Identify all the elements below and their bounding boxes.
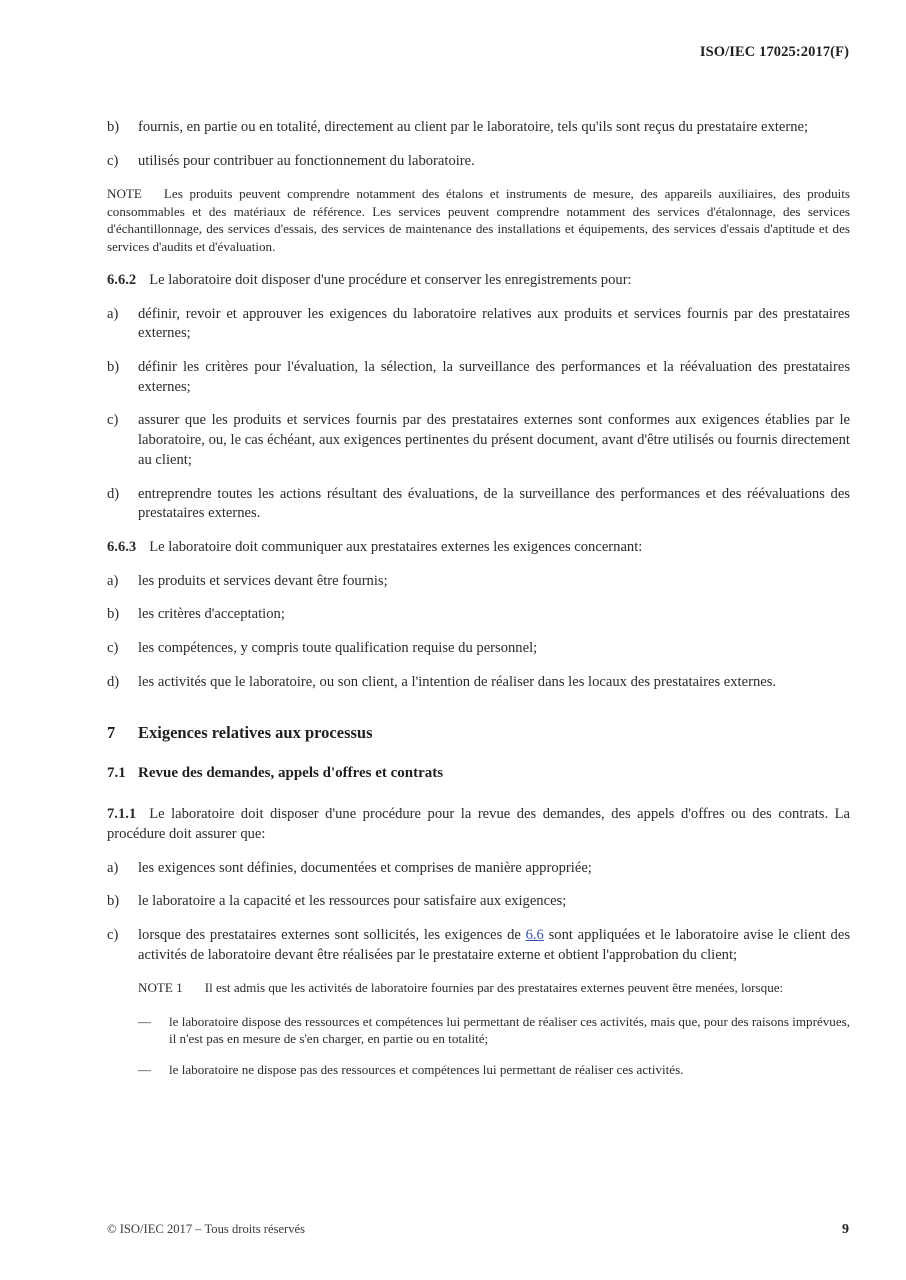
- list-item-text: les exigences sont définies, documentées et comprises de manière appropriée;: [138, 859, 592, 876]
- note-block-6-6-1: [107, 185, 850, 255]
- clause-number: 6.6.2: [107, 272, 137, 288]
- list-6-6-3: [107, 572, 850, 693]
- note-label: NOTE: [107, 186, 142, 202]
- clause-6-6-3: [107, 538, 850, 558]
- list-item: [107, 358, 850, 397]
- page-number: 9: [842, 1222, 849, 1237]
- list-item: [107, 892, 850, 912]
- list-item: [107, 639, 850, 659]
- list-marker: d): [107, 673, 120, 690]
- list-item: [107, 305, 850, 344]
- clause-6-6-2: [107, 271, 850, 291]
- page-footer: [107, 1222, 849, 1238]
- list-marker: d): [107, 485, 120, 502]
- page-content: [107, 118, 850, 1092]
- clause-text: Le laboratoire doit communiquer aux prestataires externes les exigences concernant:: [149, 538, 643, 555]
- list-item: [107, 152, 850, 172]
- clause-number: 6.6.3: [107, 538, 137, 555]
- list-item: [107, 673, 850, 693]
- list-continued-6-6-1: [107, 118, 850, 171]
- list-item-text: fournis, en partie ou en totalité, directement au client par le laboratoire, tels qu'ils sont reçus du prestataire externe;: [138, 119, 809, 135]
- note-text: Les produits peuvent comprendre notamment des étalons et instruments de mesure, des appareils auxiliaires, des produits consommables et des matériaux de référence. Les services peuvent comprendre notamment des services d'étalonnage, des services d'échantillonnage, des services d'essais, des services de maintenance des installations et équipements, des services d'essais d'aptitude et des services d'audits et d'évaluation.: [107, 186, 850, 254]
- list-marker: a): [107, 859, 119, 876]
- list-item-text: définir les critères pour l'évaluation, la sélection, la surveillance des performances et la réévaluation des prestataires externes;: [138, 359, 850, 395]
- dash-list-item-text: le laboratoire dispose des ressources et compétences lui permettant de réaliser ces activités, mais que, pour des raisons imprévues, il n'est pas en mesure de s'en charger, en partie ou en totalité;: [169, 1013, 851, 1047]
- heading-title: Exigences relatives aux processus: [138, 723, 373, 743]
- clause-number: 7.1.1: [107, 806, 137, 823]
- list-item: [107, 572, 850, 592]
- list-item-with-xref: [107, 926, 850, 965]
- heading-clause-7: [107, 722, 850, 743]
- list-item-text: le laboratoire a la capacité et les ressources pour satisfaire aux exigences;: [138, 893, 567, 910]
- clause-7-1-1: [107, 805, 850, 844]
- list-marker: a): [107, 305, 119, 322]
- list-item-text-before-link: lorsque des prestataires externes sont sollicités, les exigences de: [138, 927, 526, 943]
- list-item: [107, 118, 850, 138]
- list-marker: b): [107, 359, 120, 376]
- list-marker: b): [107, 606, 120, 623]
- cross-reference-link-6-6[interactable]: 6.6: [525, 927, 544, 943]
- list-item: [107, 859, 850, 879]
- list-item-text: les compétences, y compris toute qualification requise du personnel;: [138, 639, 538, 656]
- list-item-text-after-link: sont appliquées et le laboratoire avise le client des activités de laboratoire devant être réalisées par le prestataire externe et obtient l'approbation du client;: [138, 927, 850, 963]
- em-dash-bullet-icon: —: [138, 1061, 152, 1077]
- list-item-text: les produits et services devant être fournis;: [138, 572, 388, 589]
- list-marker: c): [107, 412, 119, 429]
- dash-list-item-text: le laboratoire ne dispose pas des ressources et compétences lui permettant de réaliser ces activités.: [169, 1061, 684, 1077]
- list-item: [107, 485, 850, 524]
- list-item-text: les critères d'acceptation;: [138, 606, 285, 623]
- list-marker: b): [107, 893, 120, 910]
- list-item-text: entreprendre toutes les actions résultant des évaluations, de la surveillance des performances et des réévaluations des prestataires externes.: [138, 485, 850, 522]
- list-item-text: les activités que le laboratoire, ou son client, a l'intention de réaliser dans les locaux des prestataires externes.: [138, 673, 777, 690]
- list-marker: a): [107, 572, 119, 589]
- list-marker: c): [107, 152, 119, 169]
- list-marker: b): [107, 119, 120, 135]
- footer-copyright: © ISO/IEC 2017 – Tous droits réservés: [107, 1222, 306, 1236]
- list-item-text: assurer que les produits et services fournis par des prestataires externes sont conformes aux exigences établies par le laboratoire, ou, le cas échéant, aux exigences pertinentes du présent document, avant d'être utilisés ou fournis directement au client;: [138, 412, 850, 468]
- em-dash-bullet-icon: —: [138, 1013, 152, 1029]
- note-block-7-1-1-note-1: [138, 979, 850, 996]
- heading-clause-7-1: [107, 764, 850, 784]
- list-7-1-1: [107, 859, 850, 966]
- heading-title: Revue des demandes, appels d'offres et contrats: [138, 764, 444, 781]
- running-header: ISO/IEC 17025:2017(F): [699, 44, 849, 60]
- note-text: Il est admis que les activités de laboratoire fournies par des prestataires externes peuvent être menées, lorsque:: [204, 980, 784, 996]
- dash-list-item: [138, 1061, 850, 1078]
- clause-text: Le laboratoire doit disposer d'une procédure et conserver les enregistrements pour:: [149, 272, 632, 288]
- note-label: NOTE 1: [138, 980, 183, 996]
- list-marker: c): [107, 639, 119, 656]
- dash-list-note-1: [138, 1013, 850, 1078]
- list-6-6-2: [107, 305, 850, 524]
- heading-number: 7: [107, 723, 116, 743]
- list-marker: c): [107, 927, 119, 943]
- list-item: [107, 411, 850, 470]
- heading-number: 7.1: [107, 764, 126, 781]
- list-item-text: définir, revoir et approuver les exigences du laboratoire relatives aux produits et services fournis par des prestataires externes;: [138, 305, 850, 342]
- clause-text: Le laboratoire doit disposer d'une procédure pour la revue des demandes, des appels d'offres ou des contrats. La procédure doit assurer que:: [107, 806, 850, 842]
- list-item-text: utilisés pour contribuer au fonctionnement du laboratoire.: [138, 152, 475, 169]
- list-item: [107, 605, 850, 625]
- dash-list-item: [138, 1013, 850, 1048]
